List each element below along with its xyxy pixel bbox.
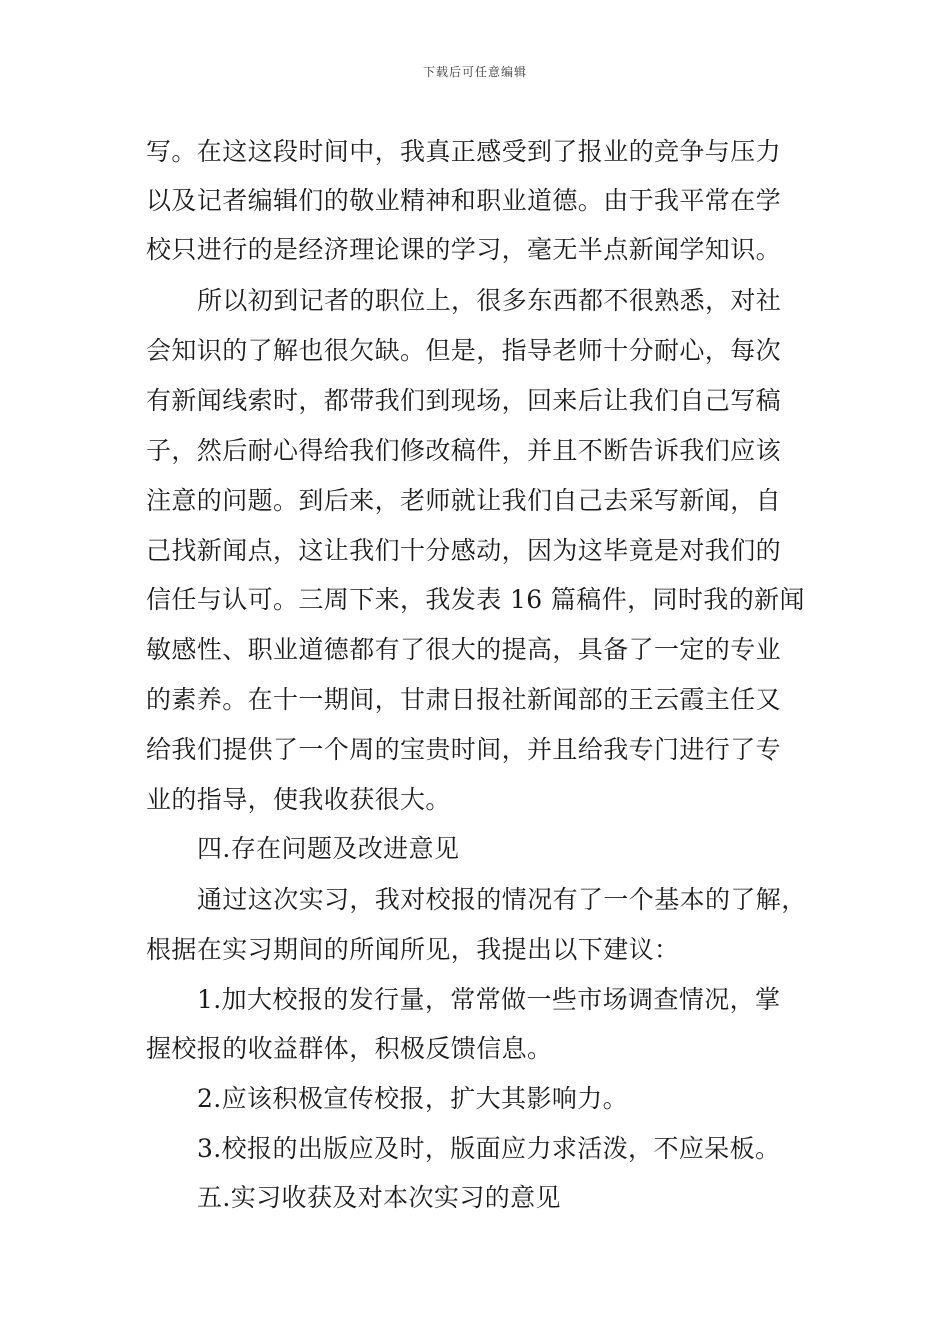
text-line: 会知识的了解也很欠缺。但是，指导老师十分耐心，每次 <box>146 336 782 365</box>
text-line: 根据在实习期间的所闻所见，我提出以下建议： <box>146 935 680 964</box>
text-line: 子，然后耐心得给我们修改稿件，并且不断告诉我们应该 <box>146 436 782 465</box>
list-item: 3.校报的出版应及时，版面应力求活泼，不应呆板。 <box>197 1134 781 1163</box>
text-line: 业的指导，使我收获很大。 <box>146 785 451 814</box>
list-item: 2.应该积极宣传校报，扩大其影响力。 <box>197 1084 629 1113</box>
text-line: 通过这次实习，我对校报的情况有了一个基本的了解， <box>197 885 807 914</box>
text-line: 敏感性、职业道德都有了很大的提高，具备了一定的专业 <box>146 635 782 664</box>
section-heading: 四.存在问题及改进意见 <box>197 834 460 863</box>
text-line: 注意的问题。到后来，老师就让我们自己去采写新闻，自 <box>146 486 782 515</box>
text-line: 信任与认可。三周下来，我发表 16 篇稿件，同时我的新闻 <box>146 585 805 614</box>
text-line: 有新闻线索时，都带我们到现场，回来后让我们自己写稿 <box>146 386 782 415</box>
text-line: 给我们提供了一个周的宝贵时间，并且给我专门进行了专 <box>146 735 782 764</box>
text-line: 以及记者编辑们的敬业精神和职业道德。由于我平常在学 <box>146 186 782 215</box>
list-item-continuation: 握校报的收益群体，积极反馈信息。 <box>146 1034 553 1063</box>
text-line: 的素养。在十一期间，甘肃日报社新闻部的王云霞主任又 <box>146 685 782 714</box>
text-line: 写。在这这段时间中，我真正感受到了报业的竞争与压力 <box>146 137 782 166</box>
text-line: 校只进行的是经济理论课的学习，毫无半点新闻学知识。 <box>146 235 782 264</box>
section-heading: 五.实习收获及对本次实习的意见 <box>197 1183 561 1212</box>
text-line: 己找新闻点，这让我们十分感动，因为这毕竟是对我们的 <box>146 536 782 565</box>
page-header: 下载后可任意编辑 <box>422 65 527 79</box>
list-item: 1.加大校报的发行量，常常做一些市场调查情况，掌 <box>197 985 781 1014</box>
text-line: 所以初到记者的职位上，很多东西都不很熟悉，对社 <box>197 286 782 315</box>
